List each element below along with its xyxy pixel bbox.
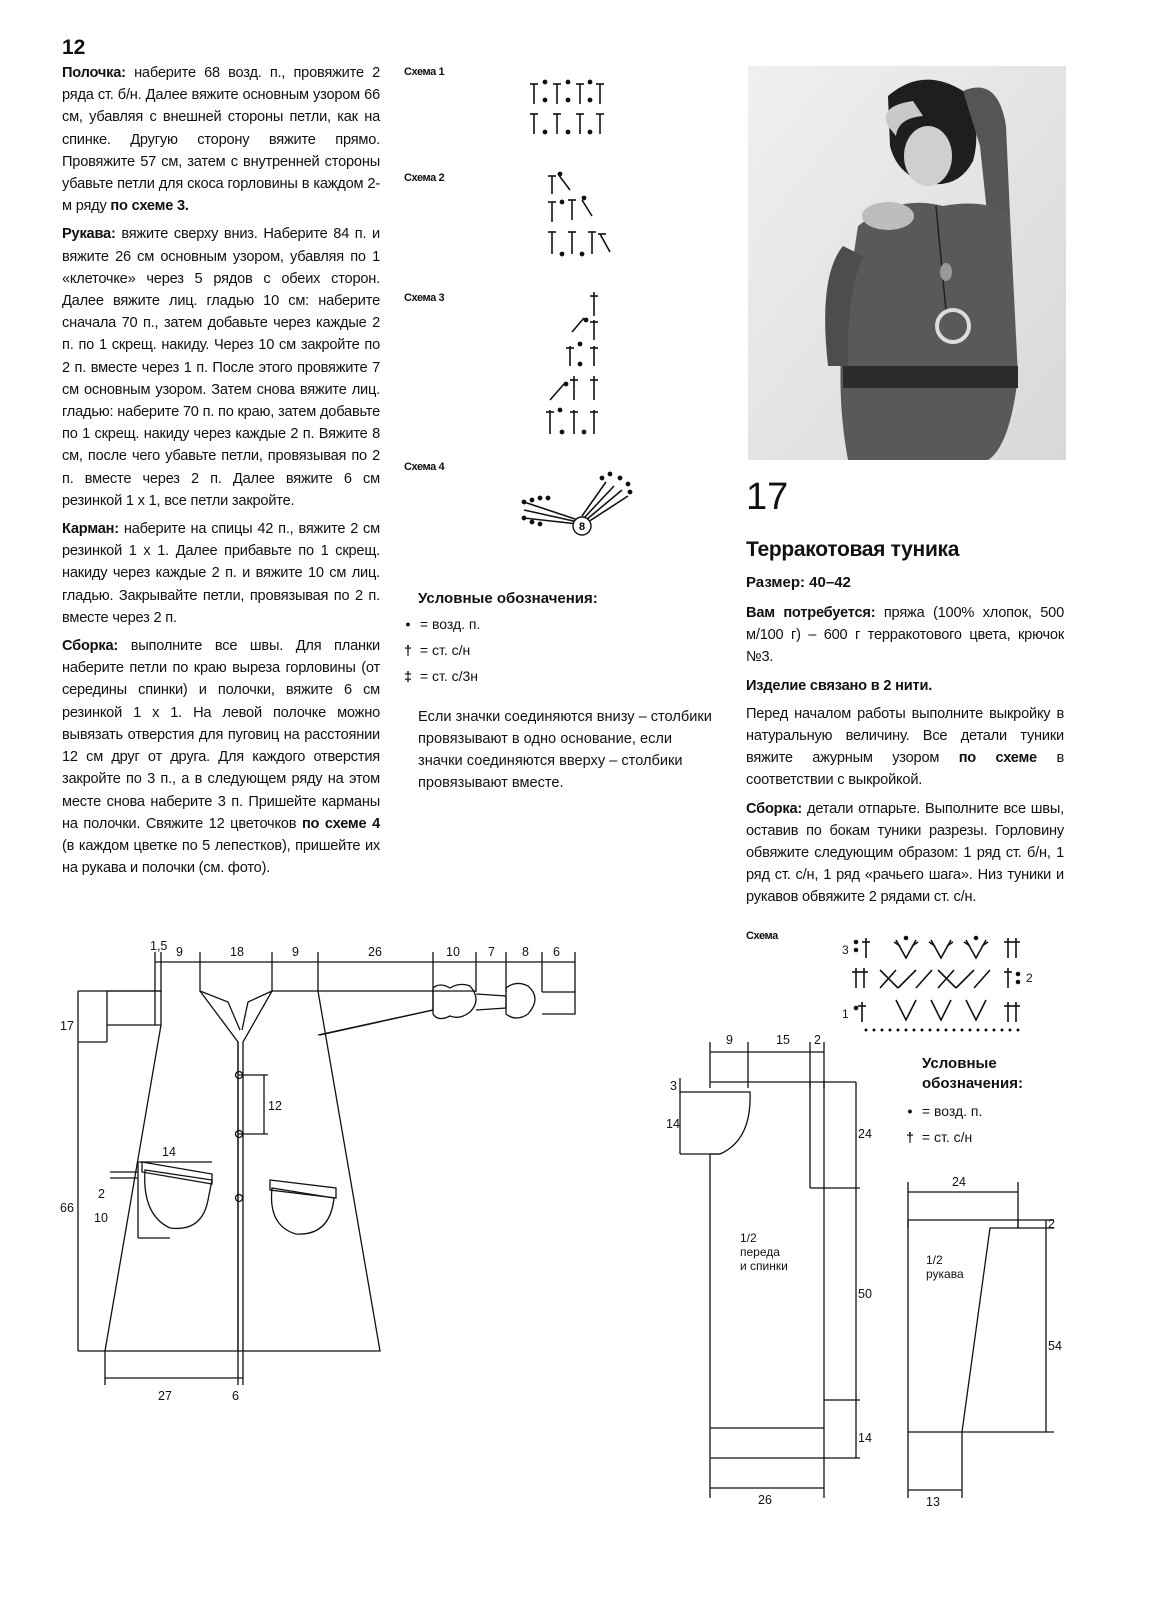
- sleeve-piece-label-1: 1/2: [926, 1253, 943, 1267]
- intro-paragraph: [746, 703, 1064, 792]
- dim-7: 7: [488, 945, 495, 959]
- dim-2: 2: [98, 1187, 105, 1201]
- dim-1-5: 1,5: [150, 939, 168, 953]
- legend-dc: [400, 637, 480, 663]
- tunic-title: Терракотовая туника: [746, 538, 960, 561]
- materials-heading: Вам потребуется:: [746, 605, 876, 621]
- front-body: наберите 68 возд. п., провяжите 2 ряда ст. б/н. Далее вяжите основным узором 66 см, убавляя с внешней стороны петли, как на спинке. Другую сторону вяжите прямо. Провяжите 57 см, затем с внутренней стороны убавьте петли для скоса горловины в каждом 2-м ряду: [62, 65, 380, 215]
- dim-9a: 9: [176, 945, 183, 959]
- tunic-dim-14-right: 14: [858, 1431, 872, 1445]
- tunic-dim-14-left: 14: [666, 1117, 680, 1131]
- dim-26: 26: [368, 945, 382, 959]
- dim-17: 17: [60, 1019, 74, 1033]
- materials: [746, 602, 1064, 669]
- pocket-body: наберите на спицы 42 п., вяжите 2 см резинкой 1 х 1. Далее прибавьте по 1 скрещ. накиду через каждые 2 п. и вяжите 10 см лиц. гладью. Закрывайте петли, провязывая по 2 п. вместе через 2 п.: [62, 521, 380, 626]
- left-instructions: [62, 62, 380, 885]
- legend-title: Условные обозначения:: [418, 590, 598, 607]
- right-instructions: [746, 602, 1064, 915]
- paragraph-sleeves: [62, 223, 380, 512]
- dim-6-bottom: 6: [232, 1389, 239, 1403]
- row-label-3: 3: [842, 943, 849, 957]
- sleeves-heading: Рукава:: [62, 226, 116, 243]
- materials-body: пряжа (100% хлопок, 500 м/100 г) – 600 г терракотового цвета, крючок №3.: [746, 605, 1064, 666]
- model-photo: [748, 66, 1066, 460]
- dc-icon: †: [906, 1129, 914, 1145]
- legend-note: Если значки соединяются внизу – столбики провязывают в одно основание, если значки соединяются вверху – столбики провязывают вместе.: [418, 709, 712, 791]
- legend-tr-text: = ст. с/3н: [419, 668, 479, 684]
- chain-icon: •: [907, 1103, 913, 1119]
- dim-6: 6: [553, 945, 560, 959]
- dim-10-pocket: 10: [94, 1211, 108, 1225]
- stitch-schemas-drawing: [520, 70, 640, 550]
- size-line: Размер: 40–42: [746, 574, 851, 591]
- schema-2-label: Схема 2: [404, 172, 445, 184]
- cardigan-pattern-diagram: [50, 930, 610, 1410]
- section-number: 12: [62, 36, 86, 59]
- tunic-dim-24: 24: [858, 1127, 872, 1141]
- tr-icon: ‡: [404, 668, 412, 684]
- schema-2-icon: [548, 172, 610, 255]
- tunic-stitch-schema: [836, 930, 1036, 1040]
- section-17-number: 17: [746, 476, 789, 518]
- body-piece-label-2: переда: [740, 1245, 780, 1259]
- threads-note: Изделие связано в 2 нити.: [746, 677, 933, 694]
- tunic-assembly: [746, 798, 1064, 909]
- assembly-body: выполните все швы. Для планки наберите петли по краю выреза горловины (от середины спинки) и полочки, вяжите 6 см резинкой 1 х 1. На левой полочке можно вывязать отверстия для пуговиц на расстоянии 12 см друг от друга. Для каждого отверстия закройте по 3 п., а в следующем ряду на этом месте снова наберите 3 п. Пришейте карманы на полочки. Свяжите 12 цветочков: [62, 638, 380, 832]
- schema-4-label: Схема 4: [404, 461, 445, 473]
- assembly-link: по схеме 4: [301, 815, 380, 832]
- body-piece-label-3: и спинки: [740, 1259, 788, 1273]
- schema-1-icon: [530, 80, 604, 134]
- dim-10: 10: [446, 945, 460, 959]
- schema-4-icon: [522, 472, 631, 525]
- dim-8: 8: [522, 945, 529, 959]
- schema-3-icon: [546, 292, 598, 434]
- dim-18: 18: [230, 945, 244, 959]
- assembly-tail: (в каждом цветке по 5 лепестков), пришейте их на рукава и полочки (см. фото).: [62, 837, 380, 877]
- front-link: по схеме 3.: [110, 198, 189, 215]
- tunic-dim-9: 9: [726, 1033, 733, 1047]
- chain-icon: •: [405, 616, 411, 632]
- dim-14: 14: [162, 1145, 176, 1159]
- tunic-dim-3: 3: [670, 1079, 677, 1093]
- tunic-legend-chain-text: = возд. п.: [921, 1103, 983, 1119]
- body-piece-label-1: 1/2: [740, 1231, 757, 1245]
- woman-in-tunic-photo-icon: [748, 66, 1066, 460]
- schema-3-label: Схема 3: [404, 292, 445, 304]
- paragraph-front: [62, 62, 380, 217]
- pocket-heading: Карман:: [62, 521, 119, 538]
- tunic-assembly-body: детали отпарьте. Выполните все швы, оставив по бокам туники разрезы. Горловину обвяжите следующим образом: 1 ряд ст. б/н, 1 ряд ст. с/н, 1 ряд «рачьего шага». Низ туники и рукавов обвяжите 2 рядами ст. с/н.: [746, 800, 1064, 906]
- sleeve-dim-24: 24: [952, 1175, 966, 1189]
- legend-dc-text: = ст. с/н: [419, 642, 471, 658]
- tunic-dim-2: 2: [814, 1033, 821, 1047]
- legend-list: [400, 611, 480, 689]
- row-label-1: 1: [842, 1007, 849, 1021]
- sleeve-piece-label-2: рукава: [926, 1267, 964, 1281]
- schema-1-label: Схема 1: [404, 66, 445, 78]
- sleeve-dim-2: 2: [1048, 1217, 1055, 1231]
- intro-b: в соответствии с выкройкой.: [746, 750, 1064, 789]
- tunic-assembly-heading: Сборка:: [746, 800, 803, 817]
- intro-a: Перед началом работы выполните выкройку в натуральную величину. Все детали туники вяжите ажурным узором: [746, 705, 1064, 767]
- paragraph-pocket: [62, 518, 380, 629]
- intro-link: по схеме: [958, 750, 1037, 767]
- sleeve-dim-13: 13: [926, 1495, 940, 1508]
- tunic-legend-title-1: Условные: [922, 1055, 997, 1072]
- tunic-dim-15: 15: [776, 1033, 790, 1047]
- dim-9b: 9: [292, 945, 299, 959]
- tunic-legend-title-2: обозначения:: [922, 1075, 1023, 1092]
- dim-12: 12: [268, 1099, 282, 1113]
- dim-27: 27: [158, 1389, 172, 1403]
- tunic-dim-50: 50: [858, 1287, 872, 1301]
- legend-chain-text: = возд. п.: [419, 616, 481, 632]
- dc-icon: †: [404, 642, 412, 658]
- tunic-pattern-diagram: [660, 1028, 1080, 1508]
- tunic-dim-26: 26: [758, 1493, 772, 1507]
- sleeves-body: вяжите сверху вниз. Наберите 84 п. и вяжите 26 см основным узором, убавляя по 1 «клеточке» через 5 рядов с обеих сторон. Далее вяжите лиц. гладью 10 см: наберите сначала 70 п., затем добавьте через каждые 2 п. по 1 скрещ. накиду. Через 10 см закройте по 2 п. вместе через 1 п. После этого провяжите 7 см основным узором. Затем снова вяжите лиц. гладью: наберите 70 п. по краю, затем добавьте по 1 скрещ. накиду через каждые 2 п. Вяжите 8 см, после чего убавьте петли, провязывая по 2 п. вместе через 2 п. Далее вяжите 6 см резинкой 1 х 1, все петли закройте.: [62, 226, 380, 509]
- schema-4-badge: 8: [578, 521, 586, 533]
- paragraph-assembly: [62, 635, 380, 879]
- assembly-heading: Сборка:: [62, 638, 119, 655]
- row-label-2: 2: [1026, 971, 1033, 985]
- tunic-schema-label: Схема: [746, 930, 778, 942]
- legend-tr: [400, 663, 480, 689]
- tunic-legend-dc-text: = ст. с/н: [921, 1129, 973, 1145]
- sleeve-dim-54: 54: [1048, 1339, 1062, 1353]
- legend-chain: [400, 611, 480, 637]
- dim-66: 66: [60, 1201, 74, 1215]
- front-heading: Полочка:: [62, 65, 126, 81]
